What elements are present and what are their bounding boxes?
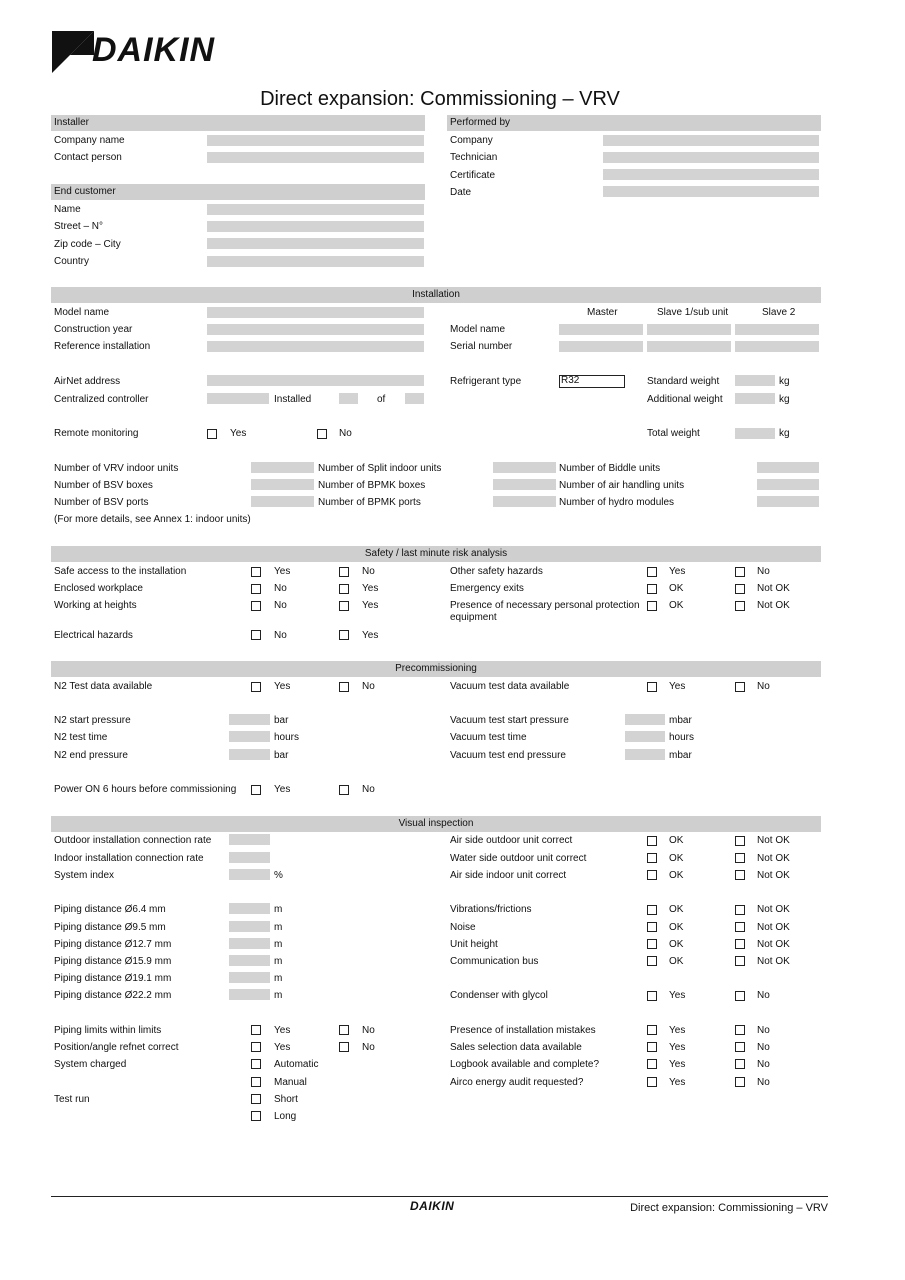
vacuum-start-label: Vacuum test start pressure xyxy=(450,715,569,726)
safety-item-label: Electrical hazards xyxy=(54,630,133,641)
power-on-yes-checkbox[interactable] xyxy=(251,785,261,795)
precommissioning-header: Precommissioning xyxy=(51,661,821,677)
customer-name-label: Name xyxy=(54,204,81,215)
bpmk-boxes-field[interactable] xyxy=(493,479,556,490)
final-check-label: Presence of installation mistakes xyxy=(450,1025,596,1036)
refrigerant-type-field[interactable] xyxy=(559,375,625,388)
vacuum-data-yes-label: Yes xyxy=(669,681,686,692)
slave1-model-field[interactable] xyxy=(647,324,731,335)
of-count-field[interactable] xyxy=(405,393,424,404)
installer-company-label: Company name xyxy=(54,135,125,146)
safety-option1-label: No xyxy=(274,583,287,594)
annex-note: (For more details, see Annex 1: indoor units) xyxy=(54,514,251,525)
system-index-field[interactable] xyxy=(229,869,270,880)
safety-option2-checkbox[interactable] xyxy=(735,584,745,594)
total-weight-field[interactable] xyxy=(735,428,775,439)
pipe-field[interactable] xyxy=(229,903,270,914)
system-index-label: System index xyxy=(54,870,115,881)
pipe-field[interactable] xyxy=(229,921,270,932)
pipe-label: Piping distance Ø22.2 mm xyxy=(54,990,172,1001)
safety-option1-checkbox[interactable] xyxy=(647,601,657,611)
pipe-unit: m xyxy=(274,904,283,915)
vacuum-time-unit: hours xyxy=(669,732,695,743)
final-check-no-label: No xyxy=(757,1059,770,1070)
inspection-item-label: Vibrations/frictions xyxy=(450,904,532,915)
customer-country-field[interactable] xyxy=(207,256,424,267)
inspection-ok-label: OK xyxy=(669,939,684,950)
pipe-label: Piping distance Ø19.1 mm xyxy=(54,973,172,984)
centralized-field[interactable] xyxy=(207,393,269,404)
inspection-not-ok-label: Not OK xyxy=(757,870,790,881)
inspection-item-label: Unit height xyxy=(450,939,498,950)
installer-contact-label: Contact person xyxy=(54,152,122,163)
inspection-item-label: Noise xyxy=(450,922,476,933)
master-model-field[interactable] xyxy=(559,324,643,335)
biddle-field[interactable] xyxy=(757,462,819,473)
final-check-yes-label: Yes xyxy=(669,1042,686,1053)
reference-installation-label: Reference installation xyxy=(54,341,151,352)
biddle-label: Number of Biddle units xyxy=(559,463,661,474)
safety-option2-label: Yes xyxy=(362,600,379,611)
vacuum-time-field[interactable] xyxy=(625,731,665,742)
customer-zip-field[interactable] xyxy=(207,238,424,249)
final-check-yes-checkbox[interactable] xyxy=(647,1059,657,1069)
safety-header: Safety / last minute risk analysis xyxy=(51,546,821,562)
performed-company-label: Company xyxy=(450,135,493,146)
final-check-yes-label: Yes xyxy=(669,1077,686,1088)
pipe-field[interactable] xyxy=(229,972,270,983)
performed-header: Performed by xyxy=(447,115,821,131)
final-check-label: Sales selection data available xyxy=(450,1042,582,1053)
vacuum-data-yes-checkbox[interactable] xyxy=(647,682,657,692)
charged-automatic-label: Automatic xyxy=(274,1059,319,1070)
refrigerant-type-label: Refrigerant type xyxy=(450,376,522,387)
safety-option1-label: OK xyxy=(669,600,684,611)
performed-certificate-field[interactable] xyxy=(603,169,819,180)
hydro-label: Number of hydro modules xyxy=(559,497,675,508)
inspection-item-label: Air side indoor unit correct xyxy=(450,870,567,881)
air-handling-field[interactable] xyxy=(757,479,819,490)
inspection-ok-label: OK xyxy=(669,870,684,881)
safety-option2-label: Not OK xyxy=(757,583,790,594)
piping-limits-no-label: No xyxy=(362,1025,375,1036)
piping-limits-label: Piping limits within limits xyxy=(54,1025,162,1036)
safety-option2-label: Yes xyxy=(362,630,379,641)
col-slave2: Slave 2 xyxy=(762,307,796,318)
glycol-no-label: No xyxy=(757,990,770,1001)
pipe-label: Piping distance Ø6.4 mm xyxy=(54,904,166,915)
final-check-no-checkbox[interactable] xyxy=(735,1025,745,1035)
inspection-ok-checkbox[interactable] xyxy=(647,956,657,966)
inspection-not-ok-checkbox[interactable] xyxy=(735,939,745,949)
inspection-ok-checkbox[interactable] xyxy=(647,939,657,949)
outdoor-rate-field[interactable] xyxy=(229,834,270,845)
inspection-ok-label: OK xyxy=(669,904,684,915)
installed-count-field[interactable] xyxy=(339,393,358,404)
n2-start-label: N2 start pressure xyxy=(54,715,131,726)
pipe-field[interactable] xyxy=(229,989,270,1000)
inspection-not-ok-checkbox[interactable] xyxy=(735,922,745,932)
customer-street-field[interactable] xyxy=(207,221,424,232)
slave2-model-field[interactable] xyxy=(735,324,819,335)
refnet-yes-checkbox[interactable] xyxy=(251,1042,261,1052)
safety-option1-checkbox[interactable] xyxy=(647,567,657,577)
pipe-unit: m xyxy=(274,939,283,950)
inspection-ok-checkbox[interactable] xyxy=(647,905,657,915)
inspection-not-ok-label: Not OK xyxy=(757,853,790,864)
inspection-not-ok-checkbox[interactable] xyxy=(735,870,745,880)
final-check-no-label: No xyxy=(757,1025,770,1036)
n2-start-field[interactable] xyxy=(229,714,270,725)
performed-certificate-label: Certificate xyxy=(450,170,496,181)
bsv-boxes-label: Number of BSV boxes xyxy=(54,480,153,491)
safety-option2-label: No xyxy=(757,566,770,577)
final-check-no-checkbox[interactable] xyxy=(735,1042,745,1052)
power-on-label: Power ON 6 hours before commissioning xyxy=(54,784,237,795)
brand-name: DAIKIN xyxy=(92,31,216,69)
safety-item-label: Presence of necessary personal protection xyxy=(450,600,640,611)
total-weight-label: Total weight xyxy=(647,428,700,439)
safety-option1-checkbox[interactable] xyxy=(251,601,261,611)
end-customer-header: End customer xyxy=(51,184,425,200)
refnet-yes-label: Yes xyxy=(274,1042,291,1053)
total-weight-unit: kg xyxy=(779,428,790,439)
reference-installation-field[interactable] xyxy=(207,341,424,352)
refnet-no-label: No xyxy=(362,1042,375,1053)
remote-monitoring-label: Remote monitoring xyxy=(54,428,139,439)
vacuum-start-field[interactable] xyxy=(625,714,665,725)
customer-name-field[interactable] xyxy=(207,204,424,215)
final-check-no-label: No xyxy=(757,1042,770,1053)
test-run-long-checkbox[interactable] xyxy=(251,1111,261,1121)
standard-weight-label: Standard weight xyxy=(647,376,720,387)
n2-start-unit: bar xyxy=(274,715,289,726)
safety-item-label: Safe access to the installation xyxy=(54,566,187,577)
power-on-no-checkbox[interactable] xyxy=(339,785,349,795)
inspection-not-ok-checkbox[interactable] xyxy=(735,905,745,915)
installation-header: Installation xyxy=(51,287,821,303)
installer-header: Installer xyxy=(51,115,425,131)
final-check-no-checkbox[interactable] xyxy=(735,1059,745,1069)
inspection-ok-checkbox[interactable] xyxy=(647,922,657,932)
inspection-item-label: Water side outdoor unit correct xyxy=(450,853,587,864)
safety-option2-label: No xyxy=(362,566,375,577)
pipe-field[interactable] xyxy=(229,955,270,966)
safety-option2-checkbox[interactable] xyxy=(339,630,349,640)
inspection-ok-checkbox[interactable] xyxy=(647,870,657,880)
n2-end-label: N2 end pressure xyxy=(54,750,128,761)
glycol-yes-checkbox[interactable] xyxy=(647,991,657,1001)
split-indoor-label: Number of Split indoor units xyxy=(318,463,442,474)
vacuum-data-no-label: No xyxy=(757,681,770,692)
slave2-serial-field[interactable] xyxy=(735,341,819,352)
remote-no-label: No xyxy=(339,428,352,439)
performed-technician-field[interactable] xyxy=(603,152,819,163)
standard-weight-unit: kg xyxy=(779,376,790,387)
additional-weight-unit: kg xyxy=(779,394,790,405)
performed-date-label: Date xyxy=(450,187,472,198)
safety-option2-label: Yes xyxy=(362,583,379,594)
n2-data-no-label: No xyxy=(362,681,375,692)
charged-manual-checkbox[interactable] xyxy=(251,1077,261,1087)
unit-model-name-label: Model name xyxy=(450,324,506,335)
additional-weight-label: Additional weight xyxy=(647,394,723,405)
piping-limits-yes-checkbox[interactable] xyxy=(251,1025,261,1035)
safety-item-label: Enclosed workplace xyxy=(54,583,143,594)
safety-option1-checkbox[interactable] xyxy=(251,584,261,594)
piping-limits-yes-label: Yes xyxy=(274,1025,291,1036)
safety-option1-label: Yes xyxy=(274,566,291,577)
standard-weight-field[interactable] xyxy=(735,375,775,386)
final-check-yes-checkbox[interactable] xyxy=(647,1042,657,1052)
inspection-item-label: Communication bus xyxy=(450,956,539,967)
remote-no-checkbox[interactable] xyxy=(317,429,327,439)
col-slave1: Slave 1/sub unit xyxy=(657,307,729,318)
construction-year-label: Construction year xyxy=(54,324,133,335)
footer-title: Direct expansion: Commissioning – VRV xyxy=(630,1202,828,1214)
n2-data-no-checkbox[interactable] xyxy=(339,682,349,692)
bpmk-boxes-label: Number of BPMK boxes xyxy=(318,480,426,491)
final-check-yes-label: Yes xyxy=(669,1025,686,1036)
safety-option1-label: OK xyxy=(669,583,684,594)
airnet-field[interactable] xyxy=(207,375,424,386)
safety-option2-checkbox[interactable] xyxy=(339,584,349,594)
safety-item-label: Other safety hazards xyxy=(450,566,543,577)
daikin-logo xyxy=(50,29,260,75)
vacuum-time-label: Vacuum test time xyxy=(450,732,527,743)
vrv-indoor-label: Number of VRV indoor units xyxy=(54,463,179,474)
glycol-no-checkbox[interactable] xyxy=(735,991,745,1001)
final-check-no-label: No xyxy=(757,1077,770,1088)
test-run-short-label: Short xyxy=(274,1094,298,1105)
bpmk-ports-field[interactable] xyxy=(493,496,556,507)
master-serial-field[interactable] xyxy=(559,341,643,352)
n2-data-yes-checkbox[interactable] xyxy=(251,682,261,692)
n2-data-yes-label: Yes xyxy=(274,681,291,692)
safety-item-label: Working at heights xyxy=(54,600,137,611)
final-check-label: Airco energy audit requested? xyxy=(450,1077,584,1088)
inspection-ok-label: OK xyxy=(669,956,684,967)
daikin-logo-mark-icon xyxy=(50,29,96,75)
inspection-ok-label: OK xyxy=(669,922,684,933)
refrigerant-value: R32 xyxy=(561,375,580,386)
inspection-item-label: Air side outdoor unit correct xyxy=(450,835,573,846)
outdoor-rate-label: Outdoor installation connection rate xyxy=(54,835,212,846)
hydro-field[interactable] xyxy=(757,496,819,507)
n2-end-field[interactable] xyxy=(229,749,270,760)
final-check-label: Logbook available and complete? xyxy=(450,1059,599,1070)
safety-option1-checkbox[interactable] xyxy=(647,584,657,594)
test-run-short-checkbox[interactable] xyxy=(251,1094,261,1104)
test-run-label: Test run xyxy=(54,1094,90,1105)
inspection-not-ok-checkbox[interactable] xyxy=(735,836,745,846)
customer-street-label: Street – N° xyxy=(54,221,104,232)
inspection-not-ok-label: Not OK xyxy=(757,939,790,950)
vacuum-data-label: Vacuum test data available xyxy=(450,681,570,692)
pipe-label: Piping distance Ø9.5 mm xyxy=(54,922,166,933)
safety-option1-label: Yes xyxy=(669,566,686,577)
installer-company-field[interactable] xyxy=(207,135,424,146)
inspection-not-ok-label: Not OK xyxy=(757,956,790,967)
remote-yes-label: Yes xyxy=(230,428,247,439)
model-name-field[interactable] xyxy=(207,307,424,318)
inspection-not-ok-checkbox[interactable] xyxy=(735,853,745,863)
page-title: Direct expansion: Commissioning – VRV xyxy=(260,88,620,110)
pipe-unit: m xyxy=(274,973,283,984)
safety-option1-checkbox[interactable] xyxy=(251,567,261,577)
safety-option1-checkbox[interactable] xyxy=(251,630,261,640)
safety-option1-label: No xyxy=(274,600,287,611)
final-check-yes-checkbox[interactable] xyxy=(647,1025,657,1035)
performed-company-field[interactable] xyxy=(603,135,819,146)
n2-end-unit: bar xyxy=(274,750,289,761)
model-name-label: Model name xyxy=(54,307,110,318)
remote-yes-checkbox[interactable] xyxy=(207,429,217,439)
inspection-ok-checkbox[interactable] xyxy=(647,836,657,846)
test-run-long-label: Long xyxy=(274,1111,297,1122)
visual-inspection-header: Visual inspection xyxy=(51,816,821,832)
indoor-rate-label: Indoor installation connection rate xyxy=(54,853,204,864)
serial-number-label: Serial number xyxy=(450,341,513,352)
inspection-not-ok-label: Not OK xyxy=(757,835,790,846)
bpmk-ports-label: Number of BPMK ports xyxy=(318,497,421,508)
charged-manual-label: Manual xyxy=(274,1077,307,1088)
safety-item-label-continued: equipment xyxy=(450,612,497,623)
footer-divider xyxy=(51,1196,828,1197)
safety-option2-checkbox[interactable] xyxy=(735,567,745,577)
final-check-yes-label: Yes xyxy=(669,1059,686,1070)
footer-brand: DAIKIN xyxy=(410,1199,455,1213)
airnet-label: AirNet address xyxy=(54,376,121,387)
inspection-ok-checkbox[interactable] xyxy=(647,853,657,863)
glycol-yes-label: Yes xyxy=(669,990,686,1001)
refnet-label: Position/angle refnet correct xyxy=(54,1042,179,1053)
n2-time-unit: hours xyxy=(274,732,300,743)
inspection-ok-label: OK xyxy=(669,853,684,864)
safety-option2-label: Not OK xyxy=(757,600,790,611)
inspection-not-ok-label: Not OK xyxy=(757,904,790,915)
refnet-no-checkbox[interactable] xyxy=(339,1042,349,1052)
system-charged-label: System charged xyxy=(54,1059,127,1070)
inspection-not-ok-label: Not OK xyxy=(757,922,790,933)
inspection-not-ok-checkbox[interactable] xyxy=(735,956,745,966)
glycol-label: Condenser with glycol xyxy=(450,990,548,1001)
split-indoor-field[interactable] xyxy=(493,462,556,473)
bsv-boxes-field[interactable] xyxy=(251,479,314,490)
vacuum-start-unit: mbar xyxy=(669,715,692,726)
safety-item-label: Emergency exits xyxy=(450,583,524,594)
pipe-unit: m xyxy=(274,990,283,1001)
air-handling-label: Number of air handling units xyxy=(559,480,685,491)
safety-option2-checkbox[interactable] xyxy=(735,601,745,611)
additional-weight-field[interactable] xyxy=(735,393,775,404)
centralized-label: Centralized controller xyxy=(54,394,149,405)
safety-option2-checkbox[interactable] xyxy=(339,567,349,577)
installer-contact-field[interactable] xyxy=(207,152,424,163)
slave1-serial-field[interactable] xyxy=(647,341,731,352)
vacuum-end-unit: mbar xyxy=(669,750,692,761)
vacuum-end-label: Vacuum test end pressure xyxy=(450,750,566,761)
pipe-field[interactable] xyxy=(229,938,270,949)
customer-country-label: Country xyxy=(54,256,90,267)
system-index-unit: % xyxy=(274,870,283,881)
n2-data-label: N2 Test data available xyxy=(54,681,153,692)
power-on-yes-label: Yes xyxy=(274,784,291,795)
power-on-no-label: No xyxy=(362,784,375,795)
installed-label: Installed xyxy=(274,394,312,405)
bsv-ports-field[interactable] xyxy=(251,496,314,507)
vacuum-end-field[interactable] xyxy=(625,749,665,760)
performed-technician-label: Technician xyxy=(450,152,498,163)
n2-time-field[interactable] xyxy=(229,731,270,742)
vrv-indoor-field[interactable] xyxy=(251,462,314,473)
customer-zip-label: Zip code – City xyxy=(54,239,121,250)
col-master: Master xyxy=(587,307,618,318)
construction-year-field[interactable] xyxy=(207,324,424,335)
pipe-label: Piping distance Ø12.7 mm xyxy=(54,939,172,950)
vacuum-data-no-checkbox[interactable] xyxy=(735,682,745,692)
of-label: of xyxy=(377,394,386,405)
pipe-unit: m xyxy=(274,922,283,933)
piping-limits-no-checkbox[interactable] xyxy=(339,1025,349,1035)
performed-date-field[interactable] xyxy=(603,186,819,197)
indoor-rate-field[interactable] xyxy=(229,852,270,863)
inspection-ok-label: OK xyxy=(669,835,684,846)
n2-time-label: N2 test time xyxy=(54,732,108,743)
safety-option1-label: No xyxy=(274,630,287,641)
charged-automatic-checkbox[interactable] xyxy=(251,1059,261,1069)
pipe-label: Piping distance Ø15.9 mm xyxy=(54,956,172,967)
bsv-ports-label: Number of BSV ports xyxy=(54,497,149,508)
final-check-yes-checkbox[interactable] xyxy=(647,1077,657,1087)
pipe-unit: m xyxy=(274,956,283,967)
final-check-no-checkbox[interactable] xyxy=(735,1077,745,1087)
safety-option2-checkbox[interactable] xyxy=(339,601,349,611)
